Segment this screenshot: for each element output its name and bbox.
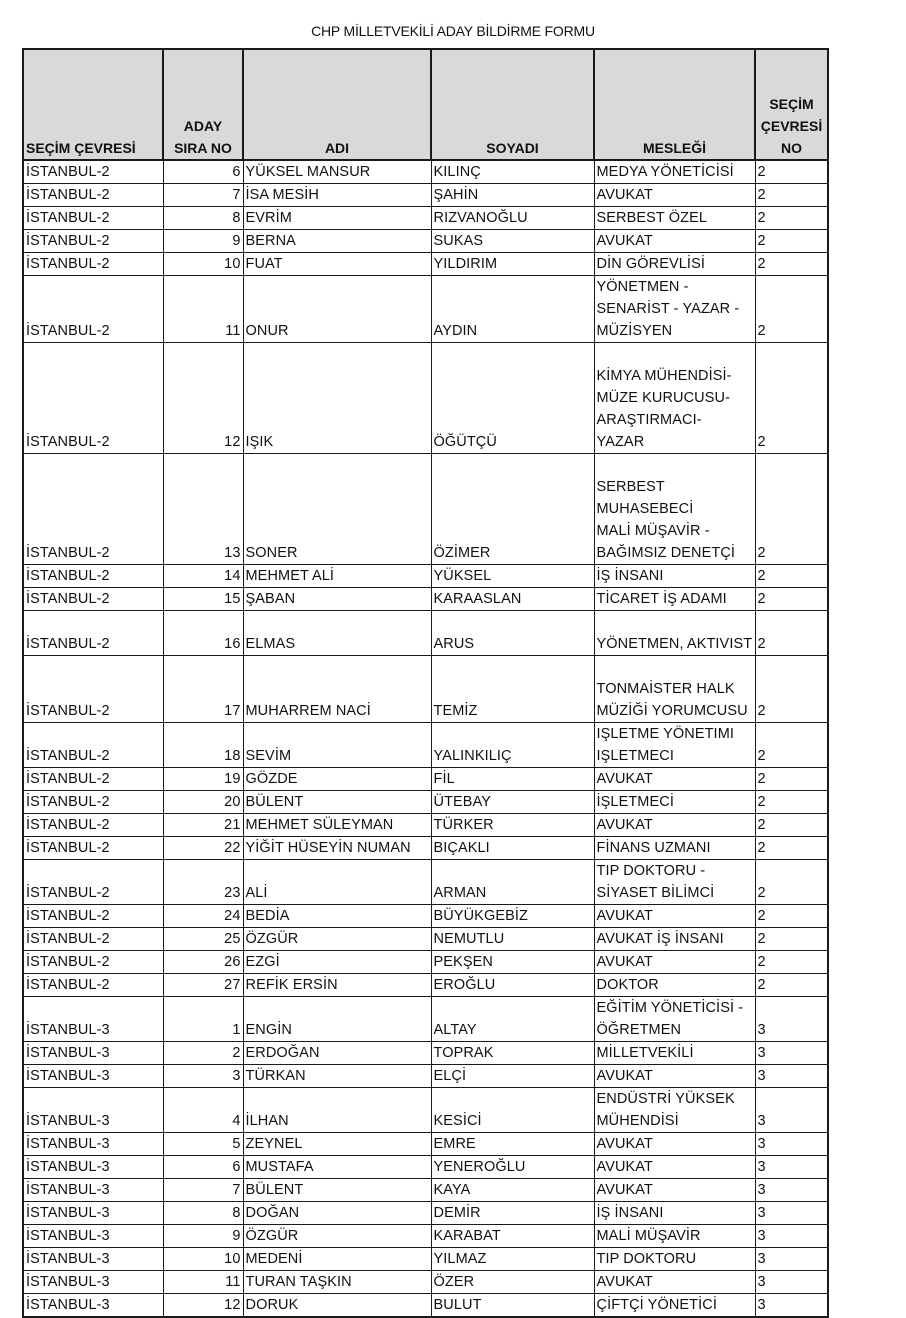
- district-no-cell: 2: [755, 837, 828, 860]
- name-cell: MUSTAFA: [243, 1156, 431, 1179]
- surname-cell: ELÇİ: [431, 1065, 594, 1088]
- order-cell: 11: [163, 276, 243, 343]
- order-cell: 10: [163, 253, 243, 276]
- profession-cell: İŞ İNSANI: [594, 565, 755, 588]
- table-row: [23, 276, 828, 343]
- name-cell: DOĞAN: [243, 1202, 431, 1225]
- district-no-cell: 2: [755, 814, 828, 837]
- order-cell: 3: [163, 1065, 243, 1088]
- order-cell: 9: [163, 1225, 243, 1248]
- district-cell: İSTANBUL-2: [23, 253, 163, 276]
- profession-cell: TIP DOKTORU - SİYASET BİLİMCİ: [594, 860, 755, 905]
- table-row: [23, 343, 828, 454]
- district-cell: İSTANBUL-2: [23, 791, 163, 814]
- table-row: [23, 928, 828, 951]
- order-cell: 6: [163, 160, 243, 184]
- surname-cell: BULUT: [431, 1294, 594, 1318]
- district-cell: İSTANBUL-2: [23, 814, 163, 837]
- profession-cell: AVUKAT: [594, 230, 755, 253]
- profession-cell: FİNANS UZMANI: [594, 837, 755, 860]
- surname-cell: KAYA: [431, 1179, 594, 1202]
- name-cell: SEVİM: [243, 723, 431, 768]
- name-cell: ÖZGÜR: [243, 1225, 431, 1248]
- name-cell: ENGİN: [243, 997, 431, 1042]
- order-cell: 6: [163, 1156, 243, 1179]
- order-cell: 22: [163, 837, 243, 860]
- district-no-cell: 2: [755, 974, 828, 997]
- district-no-cell: 3: [755, 1248, 828, 1271]
- table-row: [23, 565, 828, 588]
- name-cell: ÖZGÜR: [243, 928, 431, 951]
- name-cell: EZGİ: [243, 951, 431, 974]
- name-cell: SONER: [243, 454, 431, 565]
- profession-cell: AVUKAT: [594, 905, 755, 928]
- surname-cell: FİL: [431, 768, 594, 791]
- district-cell: İSTANBUL-2: [23, 860, 163, 905]
- profession-cell: TONMAİSTER HALK MÜZİĞİ YORUMCUSU: [594, 656, 755, 723]
- order-cell: 27: [163, 974, 243, 997]
- district-cell: İSTANBUL-2: [23, 160, 163, 184]
- name-cell: YİĞİT HÜSEYİN NUMAN: [243, 837, 431, 860]
- table-row: [23, 951, 828, 974]
- district-cell: İSTANBUL-3: [23, 1179, 163, 1202]
- surname-cell: PEKŞEN: [431, 951, 594, 974]
- district-no-cell: 2: [755, 454, 828, 565]
- order-cell: 26: [163, 951, 243, 974]
- order-cell: 10: [163, 1248, 243, 1271]
- district-no-cell: 3: [755, 1225, 828, 1248]
- order-cell: 4: [163, 1088, 243, 1133]
- name-cell: EVRİM: [243, 207, 431, 230]
- district-no-cell: 2: [755, 160, 828, 184]
- order-cell: 7: [163, 184, 243, 207]
- header-surname: SOYADI: [431, 49, 594, 160]
- order-cell: 14: [163, 565, 243, 588]
- district-no-cell: 2: [755, 276, 828, 343]
- district-no-cell: 3: [755, 1271, 828, 1294]
- district-no-cell: 2: [755, 656, 828, 723]
- profession-cell: AVUKAT: [594, 1271, 755, 1294]
- table-row: [23, 160, 828, 184]
- surname-cell: ARUS: [431, 611, 594, 656]
- table-row: [23, 611, 828, 656]
- surname-cell: ÖZER: [431, 1271, 594, 1294]
- table-row: [23, 1271, 828, 1294]
- name-cell: ALİ: [243, 860, 431, 905]
- surname-cell: YALINKILIÇ: [431, 723, 594, 768]
- table-row: [23, 207, 828, 230]
- district-cell: İSTANBUL-2: [23, 837, 163, 860]
- surname-cell: YILMAZ: [431, 1248, 594, 1271]
- table-row: [23, 791, 828, 814]
- district-no-cell: 2: [755, 768, 828, 791]
- name-cell: ONUR: [243, 276, 431, 343]
- table-row: [23, 837, 828, 860]
- profession-cell: MİLLETVEKİLİ: [594, 1042, 755, 1065]
- name-cell: DORUK: [243, 1294, 431, 1318]
- district-cell: İSTANBUL-3: [23, 1065, 163, 1088]
- district-cell: İSTANBUL-2: [23, 928, 163, 951]
- name-cell: ERDOĞAN: [243, 1042, 431, 1065]
- surname-cell: KARAASLAN: [431, 588, 594, 611]
- profession-cell: AVUKAT: [594, 1133, 755, 1156]
- table-row: [23, 1202, 828, 1225]
- surname-cell: DEMİR: [431, 1202, 594, 1225]
- district-no-cell: 2: [755, 588, 828, 611]
- table-row: [23, 184, 828, 207]
- surname-cell: KILINÇ: [431, 160, 594, 184]
- table-row: [23, 997, 828, 1042]
- surname-cell: TOPRAK: [431, 1042, 594, 1065]
- name-cell: MEHMET ALİ: [243, 565, 431, 588]
- surname-cell: RIZVANOĞLU: [431, 207, 594, 230]
- header-district: SEÇİM ÇEVRESİ: [23, 49, 163, 160]
- name-cell: TURAN TAŞKIN: [243, 1271, 431, 1294]
- table-row: [23, 1156, 828, 1179]
- surname-cell: NEMUTLU: [431, 928, 594, 951]
- district-no-cell: 2: [755, 905, 828, 928]
- order-cell: 21: [163, 814, 243, 837]
- name-cell: MEHMET SÜLEYMAN: [243, 814, 431, 837]
- table-row: [23, 454, 828, 565]
- name-cell: İSA MESİH: [243, 184, 431, 207]
- district-cell: İSTANBUL-3: [23, 1248, 163, 1271]
- name-cell: ŞABAN: [243, 588, 431, 611]
- profession-cell: ÇİFTÇİ YÖNETİCİ: [594, 1294, 755, 1318]
- table-row: [23, 905, 828, 928]
- profession-cell: KİMYA MÜHENDİSİ- MÜZE KURUCUSU- ARAŞTIRMACI- YAZAR: [594, 343, 755, 454]
- name-cell: TÜRKAN: [243, 1065, 431, 1088]
- order-cell: 16: [163, 611, 243, 656]
- name-cell: BÜLENT: [243, 1179, 431, 1202]
- header-profession: MESLEĞİ: [594, 49, 755, 160]
- profession-cell: IŞLETME YÖNETIMI IŞLETMECI: [594, 723, 755, 768]
- surname-cell: ARMAN: [431, 860, 594, 905]
- surname-cell: BÜYÜKGEBİZ: [431, 905, 594, 928]
- district-no-cell: 2: [755, 565, 828, 588]
- district-cell: İSTANBUL-2: [23, 184, 163, 207]
- district-cell: İSTANBUL-2: [23, 588, 163, 611]
- district-no-cell: 2: [755, 343, 828, 454]
- district-cell: İSTANBUL-3: [23, 1202, 163, 1225]
- order-cell: 19: [163, 768, 243, 791]
- surname-cell: ÖZİMER: [431, 454, 594, 565]
- profession-cell: YÖNETMEN - SENARİST - YAZAR - MÜZİSYEN: [594, 276, 755, 343]
- order-cell: 12: [163, 1294, 243, 1318]
- table-row: [23, 1225, 828, 1248]
- district-no-cell: 2: [755, 184, 828, 207]
- order-cell: 18: [163, 723, 243, 768]
- district-cell: İSTANBUL-3: [23, 1133, 163, 1156]
- table-row: [23, 253, 828, 276]
- name-cell: IŞIK: [243, 343, 431, 454]
- order-cell: 13: [163, 454, 243, 565]
- district-no-cell: 3: [755, 1088, 828, 1133]
- profession-cell: TIP DOKTORU: [594, 1248, 755, 1271]
- profession-cell: AVUKAT: [594, 951, 755, 974]
- profession-cell: DİN GÖREVLİSİ: [594, 253, 755, 276]
- district-cell: İSTANBUL-2: [23, 454, 163, 565]
- surname-cell: KESİCİ: [431, 1088, 594, 1133]
- table-row: [23, 1088, 828, 1133]
- order-cell: 24: [163, 905, 243, 928]
- profession-cell: SERBEST ÖZEL: [594, 207, 755, 230]
- order-cell: 1: [163, 997, 243, 1042]
- candidate-table: [22, 48, 829, 1318]
- district-no-cell: 3: [755, 1042, 828, 1065]
- order-cell: 5: [163, 1133, 243, 1156]
- name-cell: MEDENİ: [243, 1248, 431, 1271]
- surname-cell: ÜTEBAY: [431, 791, 594, 814]
- profession-cell: ENDÜSTRİ YÜKSEK MÜHENDİSİ: [594, 1088, 755, 1133]
- table-row: [23, 1065, 828, 1088]
- header-order: ADAY SIRA NO: [163, 49, 243, 160]
- surname-cell: TÜRKER: [431, 814, 594, 837]
- order-cell: 17: [163, 656, 243, 723]
- district-no-cell: 2: [755, 928, 828, 951]
- profession-cell: MALİ MÜŞAVİR: [594, 1225, 755, 1248]
- district-cell: İSTANBUL-2: [23, 276, 163, 343]
- header-name: ADI: [243, 49, 431, 160]
- surname-cell: ALTAY: [431, 997, 594, 1042]
- profession-cell: TİCARET İŞ ADAMI: [594, 588, 755, 611]
- district-no-cell: 2: [755, 723, 828, 768]
- name-cell: MUHARREM NACİ: [243, 656, 431, 723]
- district-cell: İSTANBUL-2: [23, 905, 163, 928]
- district-cell: İSTANBUL-2: [23, 768, 163, 791]
- district-no-cell: 3: [755, 1294, 828, 1318]
- surname-cell: YENEROĞLU: [431, 1156, 594, 1179]
- district-cell: İSTANBUL-3: [23, 1042, 163, 1065]
- surname-cell: YILDIRIM: [431, 253, 594, 276]
- order-cell: 8: [163, 1202, 243, 1225]
- surname-cell: YÜKSEL: [431, 565, 594, 588]
- profession-cell: SERBEST MUHASEBECİ MALİ MÜŞAVİR - BAĞIMSIZ DENETÇİ: [594, 454, 755, 565]
- district-no-cell: 2: [755, 860, 828, 905]
- name-cell: ZEYNEL: [243, 1133, 431, 1156]
- district-cell: İSTANBUL-2: [23, 207, 163, 230]
- district-cell: İSTANBUL-3: [23, 1088, 163, 1133]
- profession-cell: EĞİTİM YÖNETİCİSİ - ÖĞRETMEN: [594, 997, 755, 1042]
- order-cell: 25: [163, 928, 243, 951]
- district-no-cell: 2: [755, 207, 828, 230]
- order-cell: 12: [163, 343, 243, 454]
- district-cell: İSTANBUL-2: [23, 230, 163, 253]
- district-no-cell: 3: [755, 997, 828, 1042]
- profession-cell: DOKTOR: [594, 974, 755, 997]
- district-cell: İSTANBUL-2: [23, 951, 163, 974]
- table-row: [23, 1179, 828, 1202]
- surname-cell: AYDIN: [431, 276, 594, 343]
- order-cell: 23: [163, 860, 243, 905]
- district-no-cell: 3: [755, 1065, 828, 1088]
- table-row: [23, 860, 828, 905]
- profession-cell: AVUKAT: [594, 814, 755, 837]
- district-no-cell: 2: [755, 230, 828, 253]
- name-cell: REFİK ERSİN: [243, 974, 431, 997]
- surname-cell: SUKAS: [431, 230, 594, 253]
- profession-cell: AVUKAT: [594, 1156, 755, 1179]
- name-cell: BÜLENT: [243, 791, 431, 814]
- surname-cell: KARABAT: [431, 1225, 594, 1248]
- profession-cell: AVUKAT: [594, 768, 755, 791]
- district-cell: İSTANBUL-2: [23, 656, 163, 723]
- name-cell: ELMAS: [243, 611, 431, 656]
- form-title: CHP MİLLETVEKİLİ ADAY BİLDİRME FORMU: [311, 23, 595, 39]
- district-no-cell: 2: [755, 611, 828, 656]
- name-cell: GÖZDE: [243, 768, 431, 791]
- order-cell: 15: [163, 588, 243, 611]
- profession-cell: AVUKAT: [594, 1179, 755, 1202]
- table-row: [23, 588, 828, 611]
- order-cell: 11: [163, 1271, 243, 1294]
- table-row: [23, 814, 828, 837]
- surname-cell: EROĞLU: [431, 974, 594, 997]
- district-no-cell: 3: [755, 1133, 828, 1156]
- district-cell: İSTANBUL-2: [23, 343, 163, 454]
- table-row: [23, 656, 828, 723]
- profession-cell: İŞLETMECİ: [594, 791, 755, 814]
- district-cell: İSTANBUL-2: [23, 723, 163, 768]
- district-cell: İSTANBUL-3: [23, 1156, 163, 1179]
- district-no-cell: 2: [755, 951, 828, 974]
- table-row: [23, 1248, 828, 1271]
- surname-cell: ÖĞÜTÇÜ: [431, 343, 594, 454]
- district-no-cell: 3: [755, 1179, 828, 1202]
- table-row: [23, 230, 828, 253]
- name-cell: YÜKSEL MANSUR: [243, 160, 431, 184]
- surname-cell: ŞAHİN: [431, 184, 594, 207]
- district-no-cell: 2: [755, 791, 828, 814]
- table-row: [23, 1042, 828, 1065]
- surname-cell: BIÇAKLI: [431, 837, 594, 860]
- name-cell: FUAT: [243, 253, 431, 276]
- district-cell: İSTANBUL-3: [23, 1271, 163, 1294]
- order-cell: 7: [163, 1179, 243, 1202]
- district-no-cell: 2: [755, 253, 828, 276]
- district-cell: İSTANBUL-3: [23, 997, 163, 1042]
- district-cell: İSTANBUL-3: [23, 1294, 163, 1318]
- profession-cell: YÖNETMEN, AKTIVIST: [594, 611, 755, 656]
- profession-cell: AVUKAT: [594, 184, 755, 207]
- table-body: [23, 160, 828, 1317]
- district-no-cell: 3: [755, 1156, 828, 1179]
- table-row: [23, 1294, 828, 1318]
- district-cell: İSTANBUL-3: [23, 1225, 163, 1248]
- district-cell: İSTANBUL-2: [23, 611, 163, 656]
- district-cell: İSTANBUL-2: [23, 974, 163, 997]
- name-cell: BERNA: [243, 230, 431, 253]
- district-no-cell: 3: [755, 1202, 828, 1225]
- order-cell: 2: [163, 1042, 243, 1065]
- profession-cell: AVUKAT: [594, 1065, 755, 1088]
- surname-cell: EMRE: [431, 1133, 594, 1156]
- profession-cell: AVUKAT İŞ İNSANI: [594, 928, 755, 951]
- name-cell: İLHAN: [243, 1088, 431, 1133]
- table-row: [23, 723, 828, 768]
- surname-cell: TEMİZ: [431, 656, 594, 723]
- order-cell: 9: [163, 230, 243, 253]
- name-cell: BEDİA: [243, 905, 431, 928]
- profession-cell: İŞ İNSANI: [594, 1202, 755, 1225]
- table-header-row: [23, 49, 828, 160]
- order-cell: 20: [163, 791, 243, 814]
- header-district-no: SEÇİM ÇEVRESİ NO: [755, 49, 828, 160]
- profession-cell: MEDYA YÖNETİCİSİ: [594, 160, 755, 184]
- district-cell: İSTANBUL-2: [23, 565, 163, 588]
- table-row: [23, 768, 828, 791]
- table-row: [23, 1133, 828, 1156]
- order-cell: 8: [163, 207, 243, 230]
- table-row: [23, 974, 828, 997]
